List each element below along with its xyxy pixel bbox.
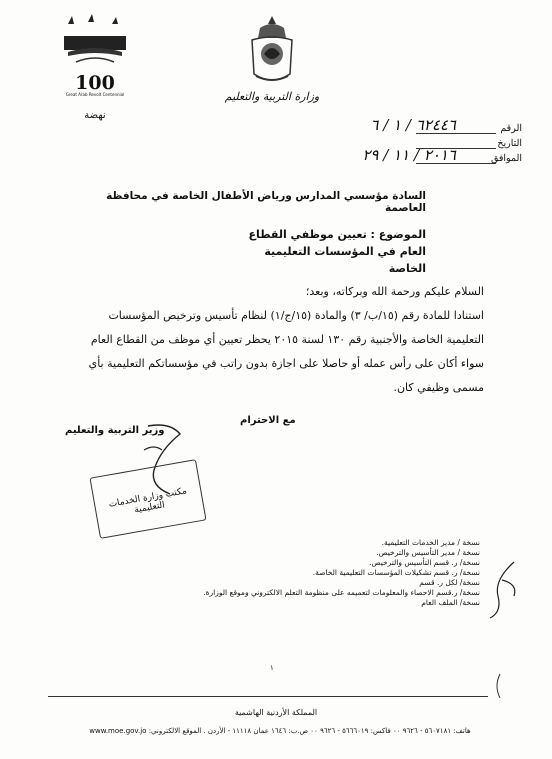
centennial-logo [58,14,132,121]
copies-list [180,538,480,608]
signature-title: وزير التربية والتعليم [65,425,165,436]
footer-mark [490,672,506,702]
letter-body [74,280,484,400]
copy-line: نسخة/ لكل ر. قسم [419,578,480,587]
footer-contact: هاتف: ٥٦٠٧١٨١ - ٩٦٢٦ ٠٠ فاكس: ٥٦٦٦٠١٩ - ٩٦٢٦ ٠٠ ص.ب: ١٦٤٦ عمان ١١١١٨ - الأردن . الموقع الالكتروني: www.moe.gov.jo [89,727,471,735]
footer-divider [48,696,488,697]
jordan-coat-of-arms-icon [246,14,298,90]
stamp-text: مكتب وزارة الخدمات التعليمية [107,486,188,516]
reference-number-label: الرقم [500,123,522,134]
footer-country: المملكة الأردنية الهاشمية [234,708,318,717]
page-number: ١ [270,664,274,672]
initials-signature [484,560,524,620]
official-stamp [89,459,206,539]
copy-line: نسخة/ الملف العام [421,598,480,607]
centennial-subtitle: Great Arab Revolt Centennial [65,92,125,97]
horseman-icon [58,14,132,72]
centennial-number: 100 [75,72,115,94]
closing: مع الاحترام [240,415,296,426]
copy-line: نسخة/ ر.قسم الاحصاء والمعلومات لتعميمه على منظومة التعلم الالكتروني وموقع الوزارة. [203,588,480,597]
body-paragraph: استنادا للمادة رقم (١٥/ب/ ٣) والمادة (١٥/ج/١) لنظام تأسيس وترخيص المؤسسات التعليمية الخاصة والأجنبية رقم ١٣٠ لسنة ٢٠١٥ يحظر تعيين أي موظف من القطاع العام سواء أكان على رأس عمله أو حاصلا على اجازة بدون راتب في مؤسساتكم التعليمية بأي مسمى وظيفي كان. [88,309,484,394]
subject-line: الموضوع : تعيين موظفي القطاع العام في المؤسسات التعليمية الخاصة [248,228,426,275]
reference-corresponding-label: الموافق [490,153,522,164]
greeting: السلام عليكم ورحمة الله وبركاته، وبعد؛ [305,285,484,298]
copy-line: نسخة / مدير الخدمات التعليمية. [381,538,480,547]
ministry-name: وزارة التربية والتعليم [224,90,320,103]
centennial-word: نهضة [84,110,106,121]
reference-number-value: ٦٢٤٤٦ / ١ / ٦ [370,116,456,134]
addressee: السادة مؤسسي المدارس ورياض الأطفال الخاصة في محافظة العاصمة [106,190,426,214]
copy-line: نسخة/ ر. قسم تشكيلات المؤسسات التعليمية الخاصة. [312,568,480,577]
reference-date-label: التاريخ [497,138,522,149]
reference-corresponding-value: ٢٠١٦ / ١١ / ٢٩ [362,146,456,164]
copy-line: نسخة / مدير التأسيس والترخيص. [376,548,480,557]
copy-line: نسخة/ ر. قسم التأسيس والترخيص. [369,558,480,567]
